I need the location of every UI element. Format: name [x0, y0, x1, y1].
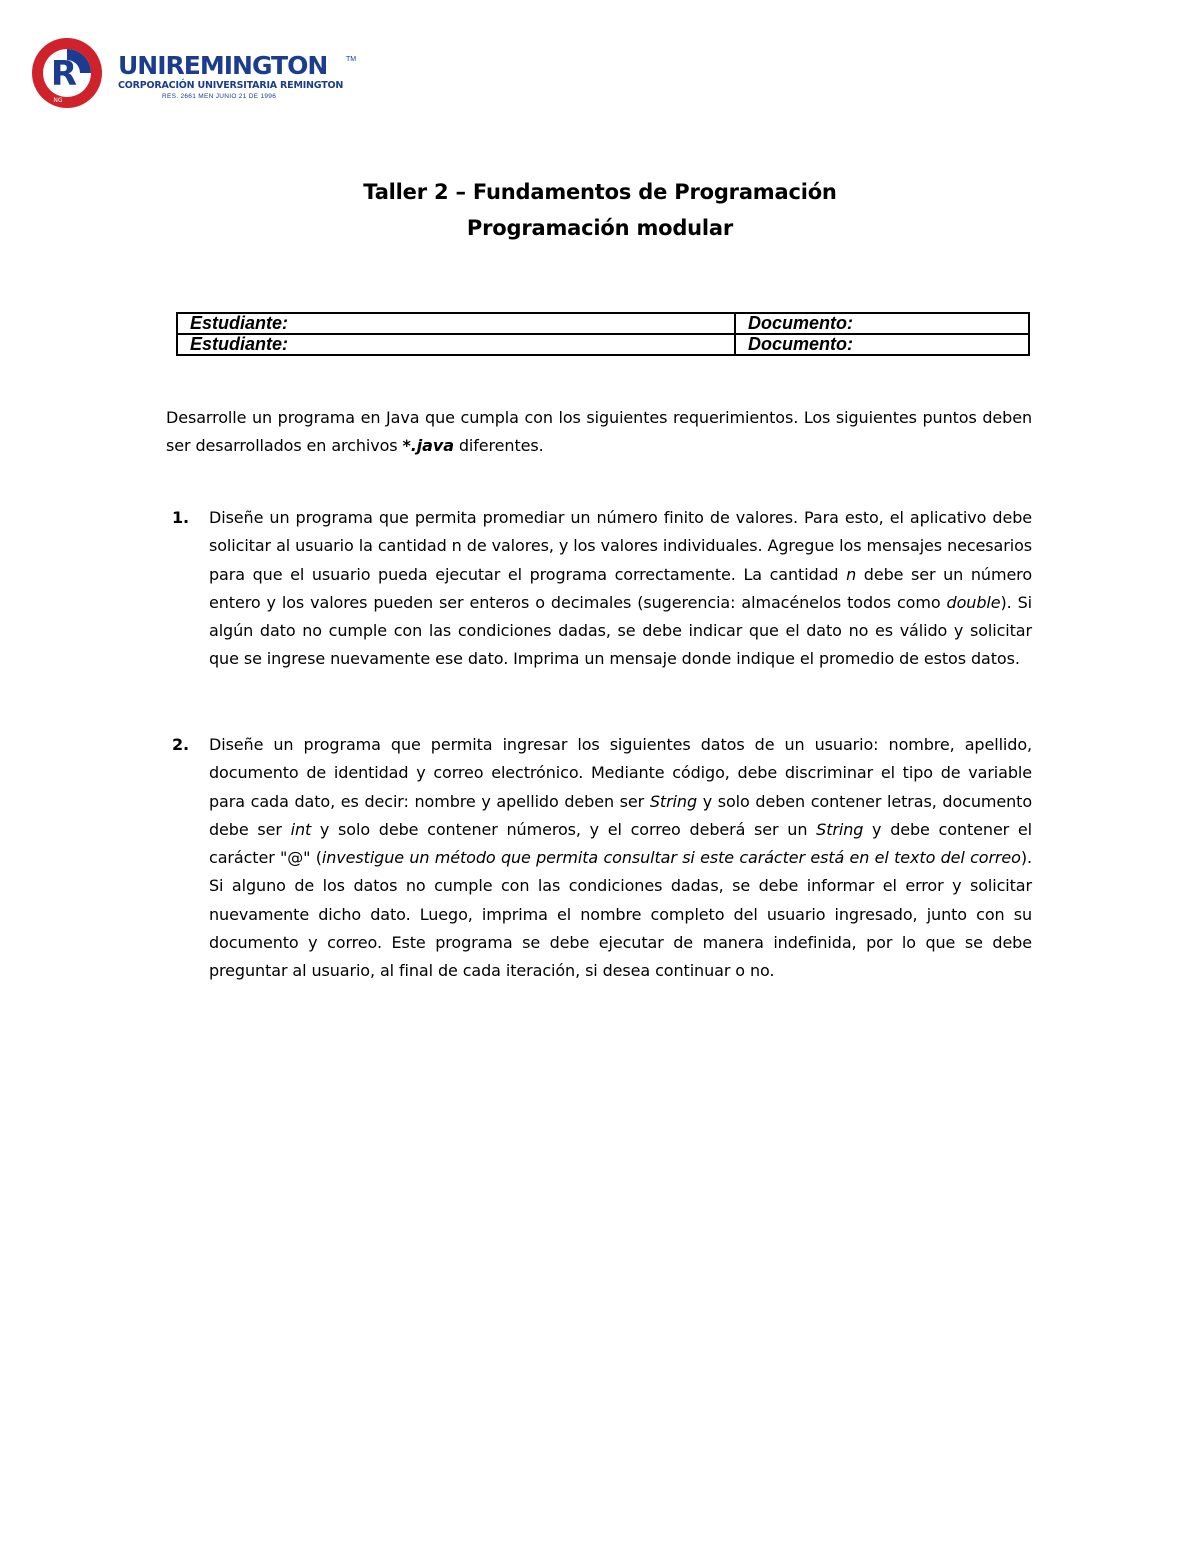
item-italic-part: int: [290, 819, 312, 839]
logo-subtitle: CORPORACIÓN UNIVERSITARIA REMINGTON: [118, 80, 344, 91]
intro-paragraph: [166, 404, 1032, 461]
emblem-small-text: NG: [53, 97, 63, 104]
java-extension: *.java: [402, 436, 454, 456]
item-italic-part: investigue un método que permita consultar si este carácter está en el texto del correo: [321, 848, 1021, 868]
item-text: [209, 504, 1032, 674]
student-cell: Estudiante:: [177, 313, 735, 334]
item-text-part: ). Si algún dato no cumple con las condiciones dadas, se debe indicar que el dato no es válido y solicitar que se ingrese nuevamente ese dato. Imprima un mensaje donde indique el promedio de estos datos.: [209, 592, 1032, 669]
students-table: [176, 312, 1030, 356]
table-row: [177, 334, 1029, 355]
item-italic-part: String: [816, 819, 864, 839]
item-italic-part: double: [946, 592, 1001, 612]
item-text-part: Diseñe un programa que permita ingresar los siguientes datos de un usuario: nombre, apellido, documento de identidad y correo electrónico. Mediante código, debe discriminar el tipo de variable para cada dato, es decir: nombre y apellido deben ser: [209, 735, 1032, 811]
item-text-part: y solo deben contener letras, documento debe ser: [209, 791, 1033, 839]
document-cell: Documento:: [735, 334, 1029, 355]
item-italic-part: n: [846, 564, 857, 584]
item-number: 1.: [172, 508, 190, 527]
intro-text: Desarrolle un programa en Java que cumpla con los siguientes requerimientos. Los siguientes puntos deben ser desarrollados en archivos: [166, 408, 1032, 456]
item-text: [209, 731, 1032, 986]
item-italic-part: String: [649, 791, 697, 811]
table-row: [177, 313, 1029, 334]
logo-resolution: RES. 2661 MEN JUNIO 21 DE 1996: [162, 93, 277, 100]
document-cell: Documento:: [735, 313, 1029, 334]
logo-trademark: TM: [346, 56, 357, 63]
emblem-letter: R: [50, 54, 78, 94]
logo-text: [118, 52, 358, 101]
student-cell: Estudiante:: [177, 334, 735, 355]
list-item: [172, 731, 1032, 986]
item-text-part: ). Si alguno de los datos no cumple con las condiciones dadas, se debe informar el error y solicitar nuevamente dicho dato. Luego, imprima el nombre completo del usuario ingresado, junto con su documento y correo. Este programa se debe ejecutar de manera indefinida, por lo que se debe preguntar al usuario, al final de cada iteración, si desea continuar o no.: [209, 848, 1032, 981]
uniremington-logo: [30, 36, 360, 116]
item-number: 2.: [172, 735, 190, 754]
item-text-part: Diseñe un programa que permita promediar un número finito de valores. Para esto, el aplicativo debe solicitar al usuario la cantidad n de valores, y los valores individuales. Agregue los mensajes necesarios para que el usuario pueda ejecutar el programa correctamente. La cantidad: [209, 508, 1032, 584]
intro-text-end: diferentes.: [453, 436, 544, 456]
document-subtitle: Programación modular: [466, 216, 734, 240]
uniremington-emblem-icon: [30, 36, 104, 110]
item-text-part: debe ser un número entero y los valores pueden ser enteros o decimales (sugerencia: almacénelos todos como: [209, 564, 1033, 612]
logo-name: UNIREMINGTON: [118, 51, 328, 80]
item-text-part: y debe contener el carácter "@" (: [209, 819, 1033, 868]
list-item: [172, 504, 1032, 674]
document-title: Taller 2 – Fundamentos de Programación: [363, 180, 837, 204]
item-text-part: y solo debe contener números, y el correo deberá ser un: [311, 819, 817, 839]
